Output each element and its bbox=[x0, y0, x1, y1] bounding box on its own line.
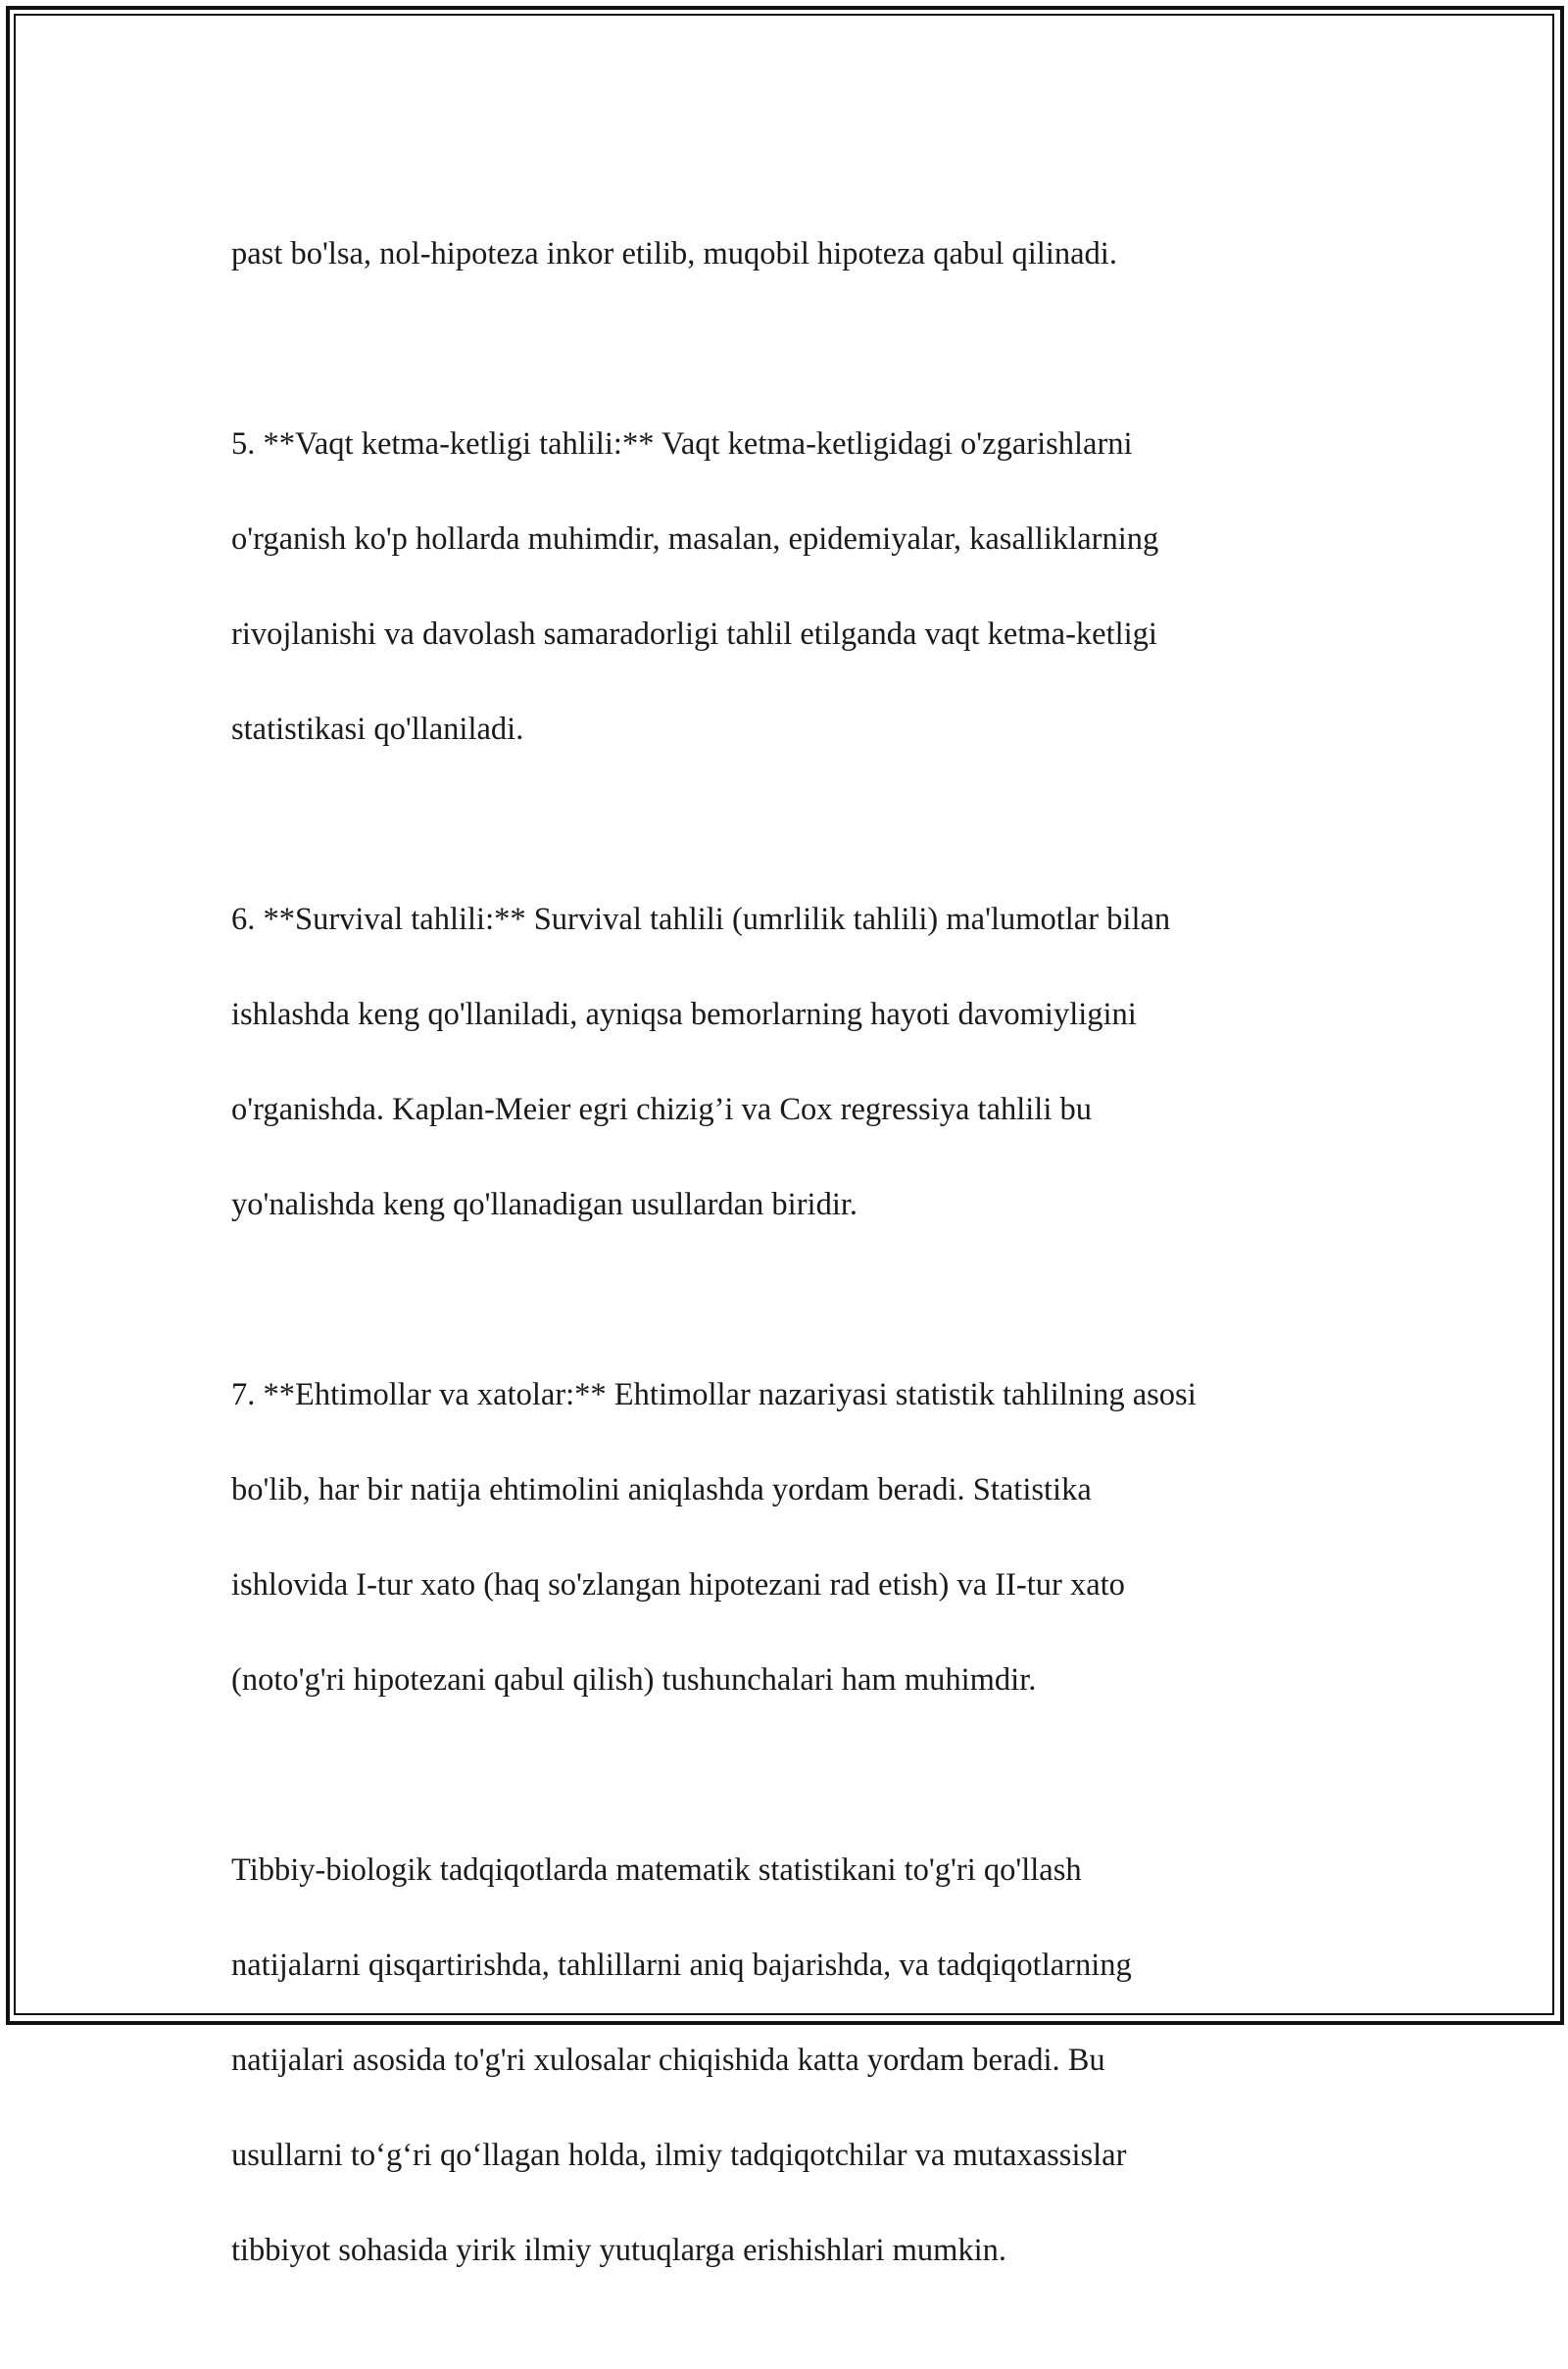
text-line: usullarni to‘g‘ri qo‘llagan holda, ilmiy tadqiqotchilar va mutaxassislar bbox=[231, 2137, 1127, 2173]
text-line: bo'lib, har bir natija ehtimolini aniqlashda yordam beradi. Statistika bbox=[231, 1471, 1092, 1507]
paragraph-conclusion bbox=[231, 1799, 1329, 2322]
text-line: (noto'g'ri hipotezani qabul qilish) tushunchalari ham muhimdir. bbox=[231, 1661, 1037, 1698]
text-line: Tibbiy-biologik tadqiqotlarda matematik statistikani to'g'ri qo'llash bbox=[231, 1851, 1082, 1888]
text-line: natijalarni qisqartirishda, tahlillarni aniq bajarishda, va tadqiqotlarning bbox=[231, 1947, 1132, 1983]
paragraph-hypothesis-conclusion bbox=[231, 182, 1329, 325]
text-line: tibbiyot sohasida yirik ilmiy yutuqlarga erishishlari mumkin. bbox=[231, 2232, 1007, 2268]
text-line: o'rganishda. Kaplan-Meier egri chizig’i va Cox regressiya tahlili bu bbox=[231, 1091, 1092, 1127]
text-line: yo'nalishda keng qo'llanadigan usullardan biridir. bbox=[231, 1186, 858, 1222]
paragraph-probability-errors bbox=[231, 1323, 1329, 1752]
text-line: statistikasi qo'llaniladi. bbox=[231, 711, 524, 747]
paragraph-survival-analysis bbox=[231, 848, 1329, 1276]
paragraph-time-series bbox=[231, 372, 1329, 801]
text-line: 5. **Vaqt ketma-ketligi tahlili:** Vaqt ketma-ketligidagi o'zgarishlarni bbox=[231, 425, 1133, 462]
text-line: rivojlanishi va davolash samaradorligi tahlil etilganda vaqt ketma-ketligi bbox=[231, 616, 1157, 652]
text-line: ishlashda keng qo'llaniladi, ayniqsa bemorlarning hayoti davomiyligini bbox=[231, 996, 1137, 1032]
document-body bbox=[231, 182, 1329, 2369]
text-line: 7. **Ehtimollar va xatolar:** Ehtimollar nazariyasi statistik tahlilning asosi bbox=[231, 1376, 1197, 1412]
text-line: past bo'lsa, nol-hipoteza inkor etilib, muqobil hipoteza qabul qilinadi. bbox=[231, 235, 1117, 271]
text-line: o'rganish ko'p hollarda muhimdir, masalan, epidemiyalar, kasalliklarning bbox=[231, 520, 1159, 557]
text-line: ishlovida I-tur xato (haq so'zlangan hipotezani rad etish) va II-tur xato bbox=[231, 1566, 1125, 1603]
text-line: 6. **Survival tahlili:** Survival tahlili (umrlilik tahlili) ma'lumotlar bilan bbox=[231, 901, 1171, 937]
text-line: natijalari asosida to'g'ri xulosalar chiqishida katta yordam beradi. Bu bbox=[231, 2042, 1105, 2078]
